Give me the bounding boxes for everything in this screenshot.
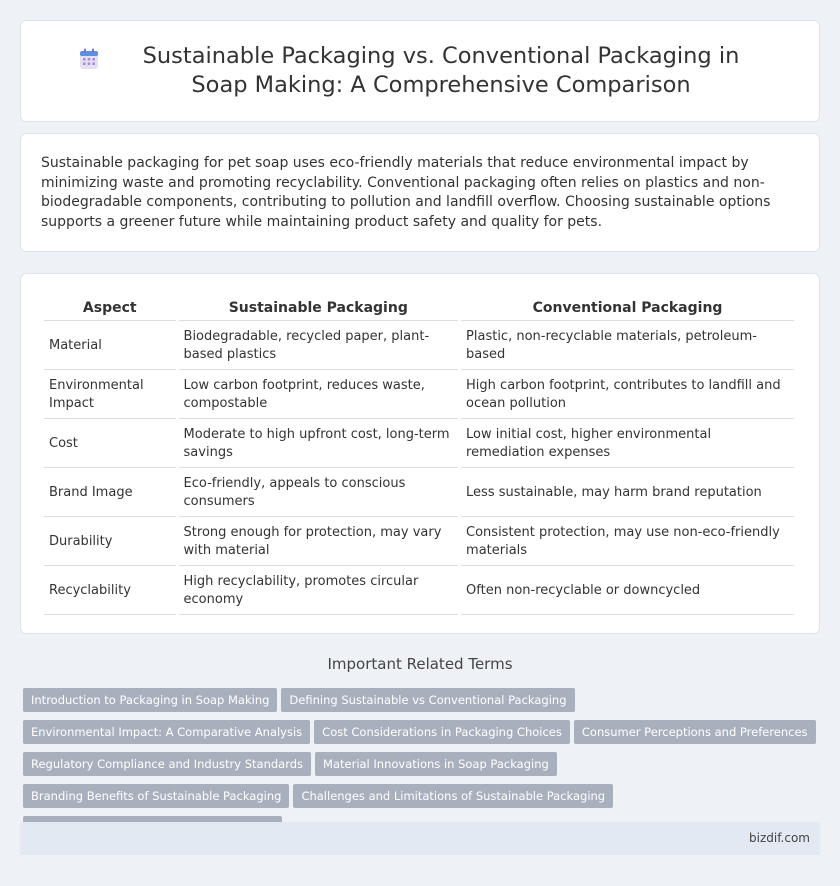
cell-conventional: High carbon footprint, contributes to landfill and ocean pollution — [461, 372, 794, 419]
table-row — [44, 470, 794, 517]
cell-sustainable: Strong enough for protection, may vary with material — [179, 519, 459, 566]
cell-aspect: Durability — [44, 519, 176, 566]
related-term-link[interactable]: Defining Sustainable vs Conventional Packaging — [281, 688, 574, 712]
cell-sustainable: High recyclability, promotes circular economy — [179, 568, 459, 615]
table-row — [44, 568, 794, 615]
cell-aspect: Cost — [44, 421, 176, 468]
related-term-link[interactable]: Cost Considerations in Packaging Choices — [314, 720, 570, 744]
cell-aspect: Recyclability — [44, 568, 176, 615]
related-term-link[interactable]: Introduction to Packaging in Soap Making — [23, 688, 277, 712]
page-title: Sustainable Packaging vs. Conventional Packaging in Soap Making: A Comprehensive Comparison — [142, 43, 740, 98]
table-row — [44, 372, 794, 419]
cell-aspect: Material — [44, 323, 176, 370]
cell-sustainable: Moderate to high upfront cost, long-term savings — [179, 421, 459, 468]
related-term-link[interactable]: Environmental Impact: A Comparative Analysis — [23, 720, 310, 744]
cell-conventional: Often non-recyclable or downcycled — [461, 568, 794, 615]
related-term-link[interactable]: Challenges and Limitations of Sustainable Packaging — [293, 784, 613, 808]
table-header-row — [44, 296, 794, 321]
cell-conventional: Plastic, non-recyclable materials, petroleum-based — [461, 323, 794, 370]
footer-site-link[interactable]: bizdif.com — [749, 831, 810, 845]
related-term-link[interactable]: Branding Benefits of Sustainable Packaging — [23, 784, 289, 808]
header-aspect: Aspect — [44, 296, 176, 321]
intro-paragraph: Sustainable packaging for pet soap uses eco-friendly materials that reduce environmental impact by minimizing waste and promoting recyclability. Conventional packaging often relies on plastics and non-biodegradable components, contributing to pollution and landfill overflow. Choosing sustainable options supports a greener future while maintaining product safety and quality for pets. — [41, 155, 771, 230]
cell-sustainable: Biodegradable, recycled paper, plant-based plastics — [179, 323, 459, 370]
cell-sustainable: Low carbon footprint, reduces waste, compostable — [179, 372, 459, 419]
cell-conventional: Consistent protection, may use non-eco-friendly materials — [461, 519, 794, 566]
intro-card — [20, 133, 820, 252]
header-card — [20, 20, 820, 122]
header-sustainable: Sustainable Packaging — [179, 296, 459, 321]
table-row — [44, 519, 794, 566]
cell-aspect: Brand Image — [44, 470, 176, 517]
related-term-link[interactable]: Material Innovations in Soap Packaging — [315, 752, 557, 776]
footer — [20, 822, 820, 855]
cell-sustainable: Eco-friendly, appeals to conscious consumers — [179, 470, 459, 517]
related-term-link[interactable]: Regulatory Compliance and Industry Standards — [23, 752, 311, 776]
related-term-link[interactable]: Consumer Perceptions and Preferences — [574, 720, 816, 744]
cell-aspect: Environmental Impact — [44, 372, 176, 419]
calendar-icon — [79, 48, 99, 70]
related-terms-title: Important Related Terms — [327, 655, 513, 673]
comparison-table — [41, 294, 797, 617]
table-row — [44, 323, 794, 370]
cell-conventional: Low initial cost, higher environmental remediation expenses — [461, 421, 794, 468]
cell-conventional: Less sustainable, may harm brand reputation — [461, 470, 794, 517]
table-row — [44, 421, 794, 468]
header-conventional: Conventional Packaging — [461, 296, 794, 321]
comparison-table-card — [20, 273, 820, 634]
